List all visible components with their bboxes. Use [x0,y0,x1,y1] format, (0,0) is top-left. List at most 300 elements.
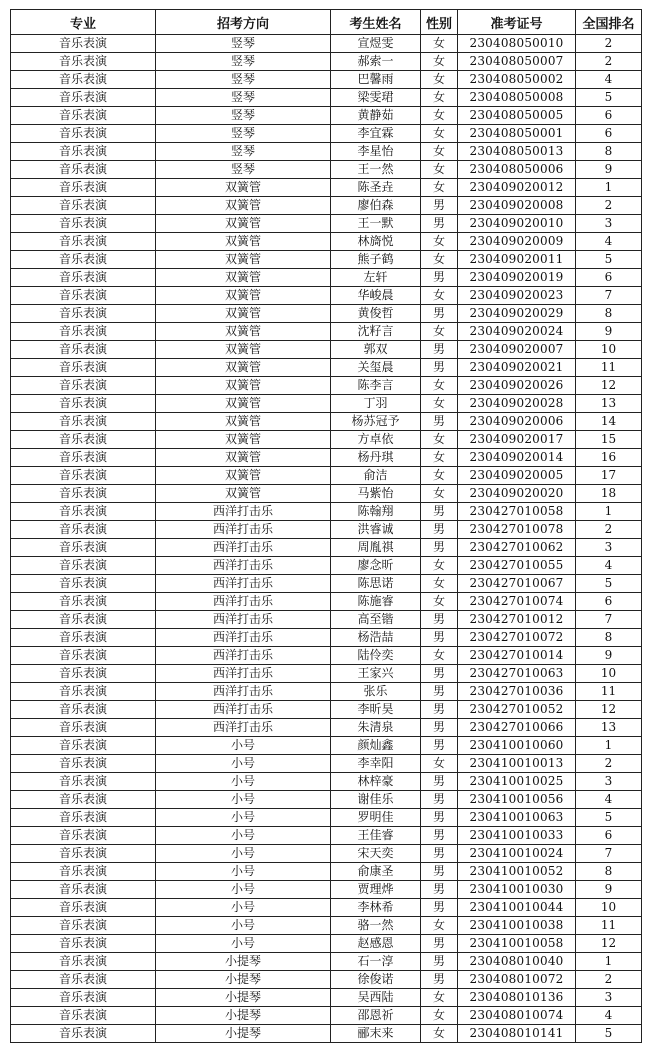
cell-name: 陈思诺 [331,575,421,593]
table-row [11,629,642,647]
cell-name: 马紫怡 [331,485,421,503]
cell-direction: 小号 [156,737,331,755]
cell-direction: 双簧管 [156,449,331,467]
cell-major: 音乐表演 [11,899,156,917]
cell-direction: 双簧管 [156,287,331,305]
cell-gender: 男 [421,359,458,377]
table-row [11,35,642,53]
cell-gender: 男 [421,809,458,827]
cell-direction: 西洋打击乐 [156,521,331,539]
cell-name: 洪睿诚 [331,521,421,539]
cell-rank: 7 [576,611,642,629]
header-major: 专业 [11,10,156,35]
header-gender: 性别 [421,10,458,35]
cell-name: 宋天奕 [331,845,421,863]
cell-gender: 男 [421,539,458,557]
cell-name: 方卓依 [331,431,421,449]
cell-rank: 6 [576,593,642,611]
cell-direction: 双簧管 [156,485,331,503]
cell-direction: 小号 [156,845,331,863]
cell-name: 关玺晨 [331,359,421,377]
cell-gender: 女 [421,1007,458,1025]
cell-major: 音乐表演 [11,35,156,53]
cell-name: 廖伯森 [331,197,421,215]
cell-gender: 女 [421,125,458,143]
cell-major: 音乐表演 [11,341,156,359]
cell-gender: 女 [421,107,458,125]
cell-direction: 竖琴 [156,53,331,71]
table-row [11,305,642,323]
cell-exam-number: 230409020020 [458,485,576,503]
cell-rank: 8 [576,305,642,323]
cell-exam-number: 230408010072 [458,971,576,989]
cell-gender: 男 [421,899,458,917]
cell-direction: 西洋打击乐 [156,539,331,557]
cell-exam-number: 230427010058 [458,503,576,521]
cell-name: 王佳睿 [331,827,421,845]
cell-major: 音乐表演 [11,215,156,233]
cell-major: 音乐表演 [11,53,156,71]
cell-direction: 竖琴 [156,125,331,143]
cell-direction: 双簧管 [156,197,331,215]
cell-name: 罗明佳 [331,809,421,827]
cell-exam-number: 230410010033 [458,827,576,845]
cell-exam-number: 230410010052 [458,863,576,881]
cell-exam-number: 230427010063 [458,665,576,683]
cell-direction: 双簧管 [156,251,331,269]
cell-name: 颜灿鑫 [331,737,421,755]
table-row [11,899,642,917]
cell-major: 音乐表演 [11,863,156,881]
cell-rank: 1 [576,737,642,755]
admission-ranking-table [10,9,642,1043]
cell-name: 丁羽 [331,395,421,413]
table-row [11,575,642,593]
cell-gender: 女 [421,575,458,593]
cell-major: 音乐表演 [11,251,156,269]
cell-direction: 竖琴 [156,107,331,125]
table-row [11,197,642,215]
cell-rank: 11 [576,359,642,377]
cell-major: 音乐表演 [11,773,156,791]
cell-name: 王一默 [331,215,421,233]
cell-rank: 6 [576,827,642,845]
table-row [11,755,642,773]
cell-exam-number: 230410010038 [458,917,576,935]
cell-rank: 5 [576,89,642,107]
cell-major: 音乐表演 [11,143,156,161]
cell-direction: 小提琴 [156,1025,331,1043]
cell-rank: 12 [576,701,642,719]
cell-major: 音乐表演 [11,269,156,287]
cell-exam-number: 230408050010 [458,35,576,53]
cell-name: 陆伶奕 [331,647,421,665]
cell-exam-number: 230408050005 [458,107,576,125]
cell-gender: 女 [421,161,458,179]
cell-name: 骆一然 [331,917,421,935]
cell-major: 音乐表演 [11,125,156,143]
table-row [11,521,642,539]
cell-gender: 男 [421,863,458,881]
cell-name: 李昕昊 [331,701,421,719]
cell-direction: 双簧管 [156,323,331,341]
cell-exam-number: 230408050007 [458,53,576,71]
cell-direction: 小提琴 [156,989,331,1007]
cell-direction: 小号 [156,899,331,917]
cell-major: 音乐表演 [11,701,156,719]
cell-major: 音乐表演 [11,881,156,899]
cell-name: 陈翰翔 [331,503,421,521]
cell-direction: 双簧管 [156,377,331,395]
cell-rank: 2 [576,35,642,53]
cell-exam-number: 230409020006 [458,413,576,431]
cell-gender: 女 [421,179,458,197]
cell-direction: 双簧管 [156,431,331,449]
cell-major: 音乐表演 [11,485,156,503]
cell-direction: 双簧管 [156,395,331,413]
cell-name: 郝索一 [331,53,421,71]
table-row [11,737,642,755]
cell-rank: 9 [576,323,642,341]
cell-gender: 男 [421,611,458,629]
cell-gender: 女 [421,989,458,1007]
cell-gender: 女 [421,89,458,107]
cell-rank: 4 [576,71,642,89]
cell-direction: 竖琴 [156,161,331,179]
table-row [11,593,642,611]
cell-exam-number: 230409020011 [458,251,576,269]
table-row [11,1025,642,1043]
cell-exam-number: 230409020005 [458,467,576,485]
cell-rank: 11 [576,683,642,701]
table-row [11,107,642,125]
cell-gender: 男 [421,737,458,755]
table-row [11,809,642,827]
cell-major: 音乐表演 [11,971,156,989]
cell-major: 音乐表演 [11,557,156,575]
table-row [11,143,642,161]
cell-name: 左轩 [331,269,421,287]
cell-gender: 男 [421,305,458,323]
cell-name: 廖念昕 [331,557,421,575]
cell-direction: 小号 [156,773,331,791]
table-row [11,341,642,359]
table-row [11,359,642,377]
cell-major: 音乐表演 [11,665,156,683]
cell-gender: 女 [421,917,458,935]
cell-name: 宣煜雯 [331,35,421,53]
table-row [11,125,642,143]
cell-name: 吴西陆 [331,989,421,1007]
cell-rank: 10 [576,341,642,359]
cell-gender: 男 [421,341,458,359]
cell-gender: 女 [421,485,458,503]
cell-major: 音乐表演 [11,953,156,971]
cell-rank: 8 [576,143,642,161]
cell-exam-number: 230409020010 [458,215,576,233]
cell-rank: 2 [576,971,642,989]
cell-exam-number: 230409020008 [458,197,576,215]
cell-major: 音乐表演 [11,197,156,215]
cell-rank: 1 [576,179,642,197]
cell-direction: 双簧管 [156,215,331,233]
table-row [11,467,642,485]
cell-major: 音乐表演 [11,107,156,125]
cell-gender: 女 [421,1025,458,1043]
cell-direction: 西洋打击乐 [156,575,331,593]
cell-direction: 西洋打击乐 [156,503,331,521]
cell-name: 张乐 [331,683,421,701]
cell-exam-number: 230409020029 [458,305,576,323]
header-name: 考生姓名 [331,10,421,35]
cell-name: 华峻晨 [331,287,421,305]
table-row [11,935,642,953]
table-row [11,377,642,395]
cell-gender: 男 [421,683,458,701]
cell-exam-number: 230410010060 [458,737,576,755]
table-row [11,287,642,305]
cell-name: 黄俊哲 [331,305,421,323]
cell-exam-number: 230410010024 [458,845,576,863]
cell-name: 朱清泉 [331,719,421,737]
cell-exam-number: 230408050006 [458,161,576,179]
table-row [11,413,642,431]
cell-gender: 男 [421,413,458,431]
cell-rank: 3 [576,539,642,557]
cell-rank: 8 [576,863,642,881]
cell-direction: 小提琴 [156,971,331,989]
cell-major: 音乐表演 [11,809,156,827]
table-row [11,179,642,197]
cell-rank: 5 [576,251,642,269]
cell-exam-number: 230409020026 [458,377,576,395]
cell-rank: 17 [576,467,642,485]
header-direction: 招考方向 [156,10,331,35]
cell-gender: 男 [421,701,458,719]
cell-gender: 男 [421,269,458,287]
cell-name: 周胤祺 [331,539,421,557]
cell-major: 音乐表演 [11,629,156,647]
cell-rank: 3 [576,989,642,1007]
cell-gender: 女 [421,647,458,665]
cell-major: 音乐表演 [11,413,156,431]
cell-direction: 西洋打击乐 [156,683,331,701]
cell-exam-number: 230408050013 [458,143,576,161]
cell-major: 音乐表演 [11,575,156,593]
cell-gender: 男 [421,935,458,953]
cell-direction: 小号 [156,755,331,773]
cell-exam-number: 230408050002 [458,71,576,89]
cell-direction: 西洋打击乐 [156,593,331,611]
table-row [11,431,642,449]
table-row [11,323,642,341]
cell-major: 音乐表演 [11,989,156,1007]
cell-name: 谢佳乐 [331,791,421,809]
cell-rank: 5 [576,575,642,593]
table-row [11,683,642,701]
cell-major: 音乐表演 [11,323,156,341]
cell-exam-number: 230409020014 [458,449,576,467]
cell-rank: 3 [576,773,642,791]
cell-major: 音乐表演 [11,1007,156,1025]
table-row [11,647,642,665]
cell-exam-number: 230427010012 [458,611,576,629]
cell-name: 林旖悦 [331,233,421,251]
cell-major: 音乐表演 [11,503,156,521]
cell-rank: 2 [576,521,642,539]
cell-direction: 小号 [156,809,331,827]
cell-major: 音乐表演 [11,395,156,413]
cell-exam-number: 230408050001 [458,125,576,143]
cell-direction: 西洋打击乐 [156,611,331,629]
cell-direction: 小号 [156,863,331,881]
cell-gender: 女 [421,467,458,485]
cell-rank: 4 [576,1007,642,1025]
cell-direction: 竖琴 [156,89,331,107]
header-row [11,10,642,35]
cell-exam-number: 230410010025 [458,773,576,791]
cell-name: 陈圣垚 [331,179,421,197]
cell-gender: 男 [421,791,458,809]
cell-name: 杨浩喆 [331,629,421,647]
cell-exam-number: 230427010036 [458,683,576,701]
cell-name: 陈施睿 [331,593,421,611]
cell-direction: 小号 [156,935,331,953]
cell-direction: 西洋打击乐 [156,557,331,575]
cell-rank: 7 [576,287,642,305]
table-row [11,53,642,71]
cell-major: 音乐表演 [11,287,156,305]
table-row [11,1007,642,1025]
cell-gender: 男 [421,845,458,863]
cell-exam-number: 230409020009 [458,233,576,251]
table-row [11,215,642,233]
cell-major: 音乐表演 [11,467,156,485]
cell-direction: 双簧管 [156,341,331,359]
cell-name: 李幸阳 [331,755,421,773]
cell-gender: 女 [421,395,458,413]
cell-rank: 13 [576,719,642,737]
table-row [11,395,642,413]
cell-major: 音乐表演 [11,611,156,629]
table-row [11,989,642,1007]
cell-direction: 小提琴 [156,953,331,971]
cell-rank: 1 [576,953,642,971]
cell-rank: 2 [576,197,642,215]
cell-name: 李林希 [331,899,421,917]
cell-rank: 6 [576,269,642,287]
table-row [11,71,642,89]
table-row [11,665,642,683]
cell-major: 音乐表演 [11,305,156,323]
cell-major: 音乐表演 [11,359,156,377]
cell-gender: 女 [421,755,458,773]
table-row [11,449,642,467]
cell-name: 邵恩祈 [331,1007,421,1025]
cell-exam-number: 230410010044 [458,899,576,917]
cell-major: 音乐表演 [11,935,156,953]
cell-gender: 女 [421,377,458,395]
cell-major: 音乐表演 [11,647,156,665]
cell-rank: 9 [576,161,642,179]
table-row [11,719,642,737]
cell-gender: 女 [421,53,458,71]
cell-direction: 双簧管 [156,179,331,197]
cell-major: 音乐表演 [11,791,156,809]
cell-exam-number: 230409020007 [458,341,576,359]
header-exam-number: 准考证号 [458,10,576,35]
cell-major: 音乐表演 [11,377,156,395]
cell-gender: 男 [421,719,458,737]
cell-exam-number: 230408050008 [458,89,576,107]
cell-major: 音乐表演 [11,827,156,845]
cell-major: 音乐表演 [11,71,156,89]
cell-name: 杨丹琪 [331,449,421,467]
cell-rank: 6 [576,107,642,125]
cell-exam-number: 230410010063 [458,809,576,827]
cell-direction: 双簧管 [156,233,331,251]
cell-exam-number: 230427010067 [458,575,576,593]
cell-rank: 4 [576,557,642,575]
table-row [11,827,642,845]
cell-rank: 14 [576,413,642,431]
table-row [11,971,642,989]
cell-direction: 小号 [156,827,331,845]
cell-major: 音乐表演 [11,179,156,197]
cell-major: 音乐表演 [11,755,156,773]
cell-name: 王家兴 [331,665,421,683]
cell-name: 杨苏冠予 [331,413,421,431]
cell-exam-number: 230410010013 [458,755,576,773]
cell-rank: 15 [576,431,642,449]
cell-major: 音乐表演 [11,737,156,755]
cell-major: 音乐表演 [11,539,156,557]
cell-exam-number: 230409020021 [458,359,576,377]
table-row [11,503,642,521]
cell-rank: 5 [576,1025,642,1043]
table-row [11,557,642,575]
table-row [11,881,642,899]
cell-major: 音乐表演 [11,521,156,539]
cell-direction: 双簧管 [156,413,331,431]
cell-name: 俞洁 [331,467,421,485]
cell-direction: 西洋打击乐 [156,647,331,665]
cell-name: 梁雯珺 [331,89,421,107]
cell-name: 沈籽言 [331,323,421,341]
cell-rank: 7 [576,845,642,863]
cell-gender: 男 [421,953,458,971]
cell-direction: 小号 [156,917,331,935]
cell-exam-number: 230409020028 [458,395,576,413]
cell-major: 音乐表演 [11,233,156,251]
cell-exam-number: 230427010062 [458,539,576,557]
cell-name: 林梓豪 [331,773,421,791]
cell-exam-number: 230409020019 [458,269,576,287]
cell-direction: 双簧管 [156,269,331,287]
cell-rank: 12 [576,377,642,395]
cell-major: 音乐表演 [11,593,156,611]
cell-gender: 男 [421,521,458,539]
cell-exam-number: 230408010141 [458,1025,576,1043]
cell-rank: 1 [576,503,642,521]
cell-name: 黄静茹 [331,107,421,125]
cell-exam-number: 230409020024 [458,323,576,341]
cell-exam-number: 230408010040 [458,953,576,971]
cell-exam-number: 230427010078 [458,521,576,539]
cell-exam-number: 230427010052 [458,701,576,719]
cell-exam-number: 230408010074 [458,1007,576,1025]
cell-major: 音乐表演 [11,917,156,935]
